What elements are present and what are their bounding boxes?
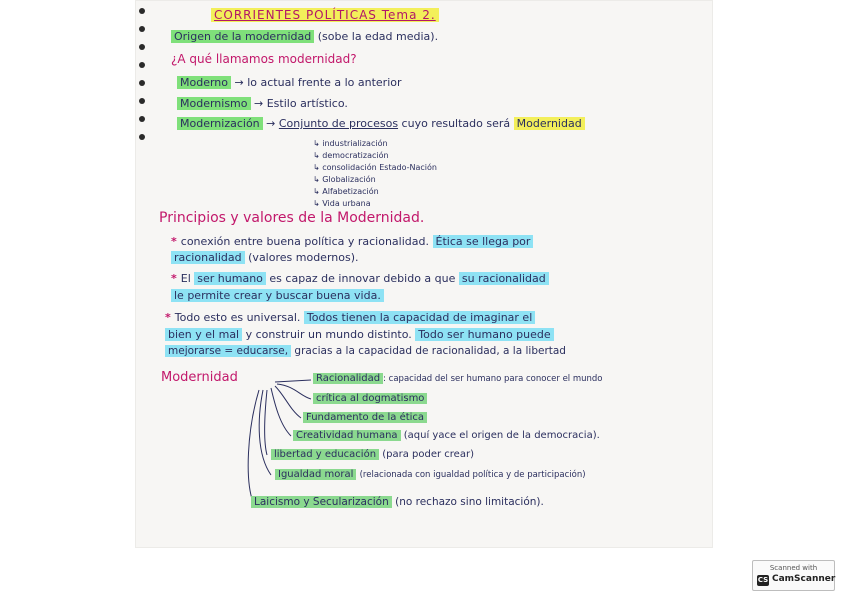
principle-2-line-2: le permite crear y buscar buena vida.: [171, 289, 384, 302]
tree-item: Creatividad humana (aquí yace el origen de la democracia).: [293, 430, 600, 441]
arrow-icon: →: [266, 117, 276, 130]
process-item: ↳ Globalización: [313, 175, 376, 184]
arrow-icon: →: [254, 97, 264, 110]
tree-connectors: [135, 0, 713, 548]
watermark-line2: CamScanner: [772, 574, 836, 584]
process-item: ↳ democratización: [313, 151, 389, 160]
tree-item: Fundamento de la ética: [303, 412, 427, 423]
camscanner-logo-icon: CS: [757, 576, 769, 584]
principle-1-line-2: racionalidad (valores modernos).: [171, 251, 359, 264]
tree-item: libertad y educación (para poder crear): [271, 449, 474, 460]
watermark-line1: Scanned with: [769, 564, 818, 572]
process-item: ↳ industrialización: [313, 139, 388, 148]
tree-item: Laicismo y Secularización (no rechazo sino limitación).: [251, 496, 544, 508]
notebook-page: [135, 0, 713, 548]
tree-item: crítica al dogmatismo: [313, 393, 427, 404]
principles-heading: Principios y valores de la Modernidad.: [159, 210, 425, 226]
origen-rest: (sobe la edad media).: [317, 30, 439, 43]
ethics-highlight: Ética se llega por: [433, 235, 534, 248]
asterisk-icon: *: [171, 235, 177, 248]
principle-3-line-3: mejorarse = educarse, gracias a la capacidad de racionalidad, a la libertad: [165, 345, 566, 357]
origen-label: Origen de la modernidad: [171, 30, 314, 43]
principle-3-line-2: bien y el mal y construir un mundo distinto. Todo ser humano puede: [165, 328, 554, 341]
process-item: ↳ Vida urbana: [313, 199, 371, 208]
process-item: ↳ Alfabetización: [313, 187, 379, 196]
modernismo-def: Estilo artístico.: [266, 97, 348, 110]
modernizacion-def: Conjunto de procesos: [278, 117, 399, 130]
asterisk-icon: *: [171, 272, 177, 285]
question-heading: ¿A qué llamamos modernidad?: [171, 52, 357, 66]
tree-item: Igualdad moral (relacionada con igualdad política y de participación): [275, 469, 586, 480]
arrow-icon: →: [234, 76, 244, 89]
principle-1-line-1: * conexión entre buena política y racionalidad. Ética se llega por: [171, 235, 533, 248]
moderno-label: Moderno: [177, 76, 231, 89]
tree-item: Racionalidad : capacidad del ser humano para conocer el mundo: [313, 373, 603, 384]
process-item: ↳ consolidación Estado-Nación: [313, 163, 437, 172]
principle-2-line-1: * El ser humano es capaz de innovar debido a que su racionalidad: [171, 272, 549, 285]
modernizacion-label: Modernización: [177, 117, 263, 130]
principle-3-line-1: * Todo esto es universal. Todos tienen la capacidad de imaginar el: [165, 311, 535, 324]
page-title: CORRIENTES POLÍTICAS Tema 2.: [211, 8, 439, 22]
modernidad-root: Modernidad: [161, 370, 238, 385]
modernidad-result: Modernidad: [514, 117, 585, 130]
camscanner-watermark: [752, 560, 835, 591]
moderno-def: lo actual frente a lo anterior: [247, 76, 402, 89]
modernismo-label: Modernismo: [177, 97, 251, 110]
modernizacion-rest: cuyo resultado será: [401, 117, 511, 130]
asterisk-icon: *: [165, 311, 171, 324]
